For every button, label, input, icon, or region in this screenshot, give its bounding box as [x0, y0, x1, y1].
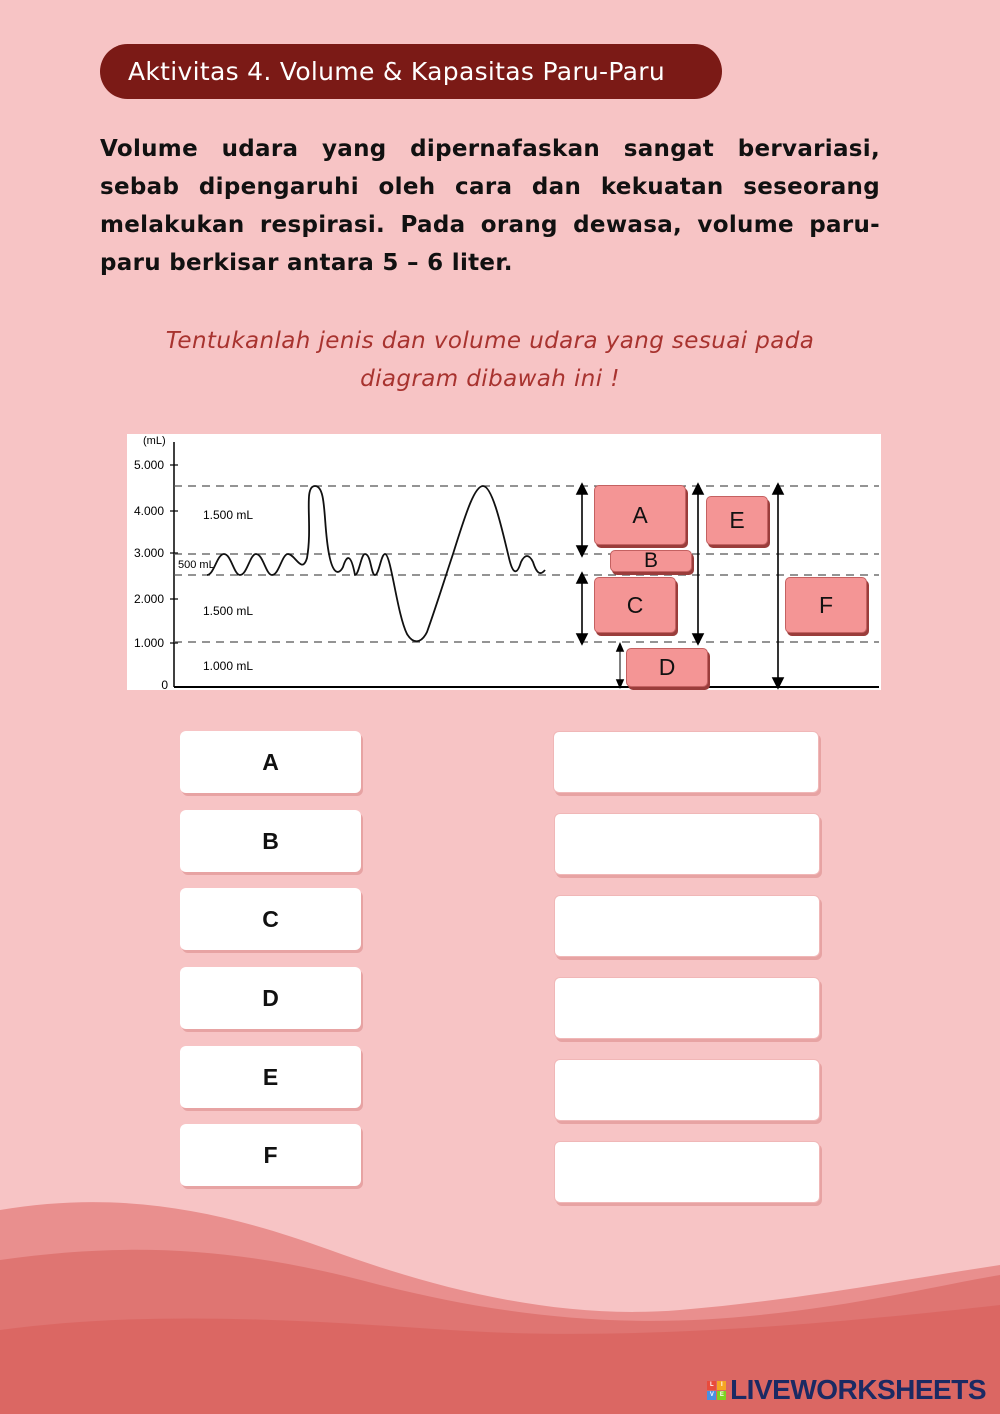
segment-label-irv: 1.500 mL: [203, 508, 254, 522]
breathing-curve: [207, 486, 545, 641]
label-card-a[interactable]: A: [180, 731, 361, 793]
instruction-text: Tentukanlah jenis dan volume udara yang sesuai pada diagram dibawah ini !: [165, 328, 815, 392]
label-card-b[interactable]: B: [180, 810, 361, 872]
y-tick-labels: [134, 458, 168, 690]
label-card-d[interactable]: D: [180, 967, 361, 1029]
y-tick-label: 0: [161, 678, 168, 690]
diagram-box-e[interactable]: E: [706, 496, 768, 545]
intro-paragraph: Volume udara yang dipernafaskan sangat bervariasi, sebab dipengaruhi oleh cara dan kekuatan seseorang melakukan respirasi. Pada orang dewasa, volume paru-paru berkisar antara 5 – 6 liter.: [100, 136, 880, 276]
segment-labels: [178, 508, 253, 673]
activity-title: Aktivitas 4. Volume & Kapasitas Paru-Paru: [100, 44, 722, 99]
label-card-e[interactable]: E: [180, 1046, 361, 1108]
liveworksheets-logo: [707, 1375, 986, 1405]
segment-label-rv: 1.000 mL: [203, 659, 254, 673]
answer-box-1[interactable]: [553, 731, 819, 793]
spirogram-svg: [127, 434, 881, 690]
unit-label: (mL): [143, 435, 166, 447]
label-card-f[interactable]: F: [180, 1124, 361, 1186]
answer-box-4[interactable]: [554, 977, 820, 1039]
answer-box-3[interactable]: [554, 895, 820, 957]
diagram-box-c[interactable]: C: [594, 577, 676, 633]
y-tick-label: 1.000: [133, 636, 164, 650]
diagram-box-d[interactable]: D: [626, 648, 708, 687]
y-tick-label: 4.000: [133, 504, 164, 518]
diagram-box-b[interactable]: B: [610, 550, 692, 572]
diagram-box-a[interactable]: A: [594, 485, 686, 545]
liveworksheets-icon: L I V E: [707, 1381, 726, 1400]
label-card-c[interactable]: C: [180, 888, 361, 950]
y-tick-label: 2.000: [133, 592, 164, 606]
y-tick-label: 3.000: [133, 546, 164, 560]
answer-box-5[interactable]: [554, 1059, 820, 1121]
y-tick-label: 5.000: [133, 458, 164, 472]
lung-volume-diagram: [127, 434, 881, 690]
brand-name: LIVEWORKSHEETS: [730, 1374, 986, 1405]
diagram-box-f[interactable]: F: [785, 577, 867, 633]
segment-label-erv: 1.500 mL: [203, 604, 254, 618]
segment-label-tv: 500 mL: [178, 559, 215, 571]
answer-box-2[interactable]: [554, 813, 820, 875]
